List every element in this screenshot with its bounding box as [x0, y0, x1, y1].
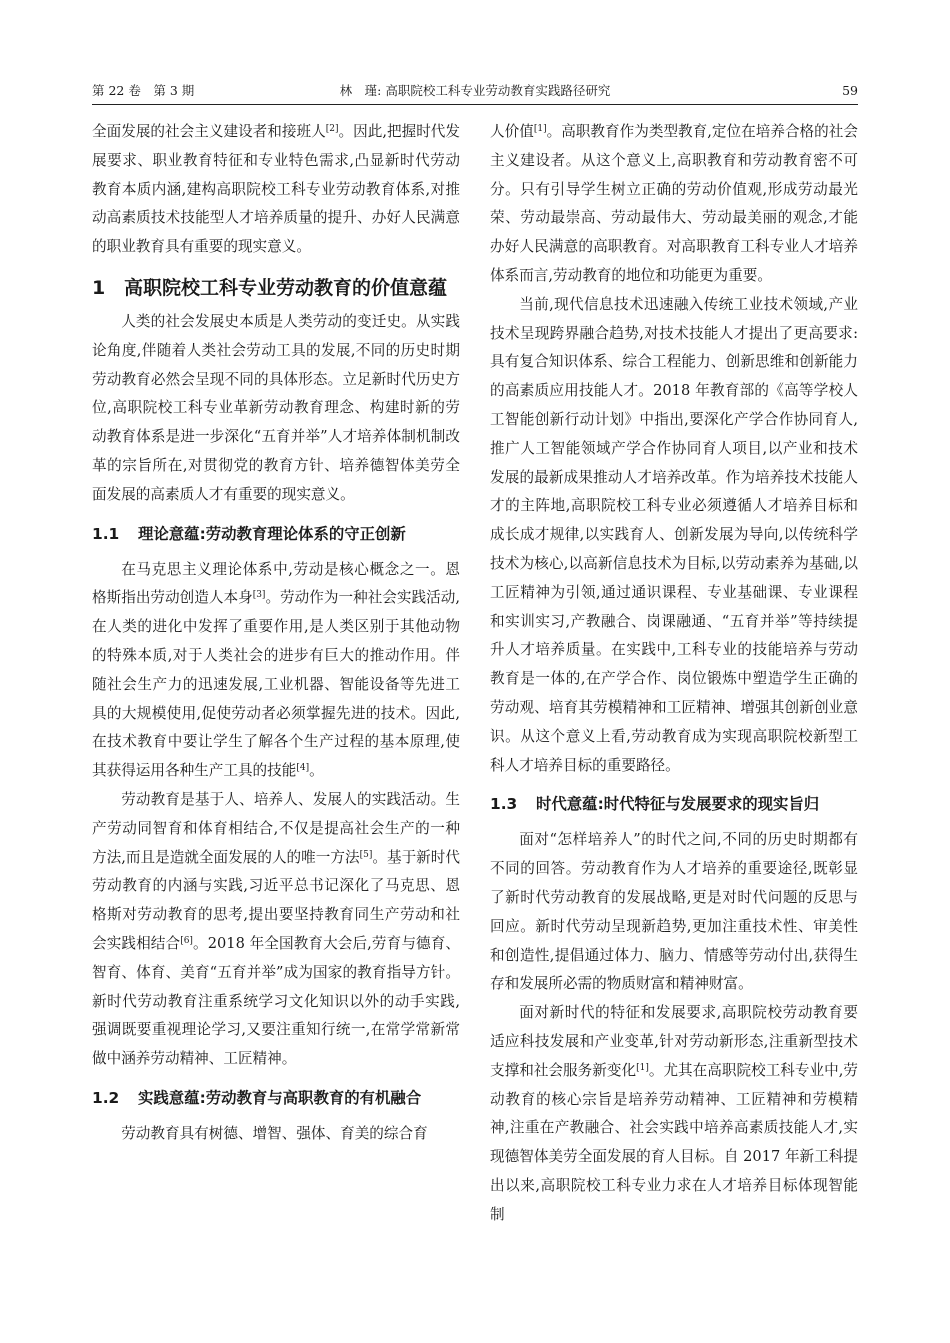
paragraph: 当前,现代信息技术迅速融入传统工业技术领域,产业技术呈现跨界融合趋势,对技术技能人才提出了更高要求:具有复合知识体系、综合工程能力、创新思维和创新能力的高素质应用技能人才。2018 年教育部的《高等学校人工智能创新行动计划》中指出,要深化产学合作协同育人,推广人工智能领域产学合作协同育人项目,以产业和技术发展的最新成果推动人才培养改革。作为培养技术技能人才的主阵地,高职院校工科专业必须遵循人才培养目标和成长成才规律,以实践育人、创新发展为导向,以传统科学技术为核心,以高新信息技术为目标,以劳动素养为基础,以工匠精神为引领,通过通识课程、专业基础课、专业课程和实训实习,产教融合、岗课融通、“五育并举”等持续提升人才培养质量。在实践中,工科专业的技能培养与劳动教育是一体的,在产学合作、岗位锻炼中塑造学生正确的劳动观、培育其劳模精神和工匠精神、增强其创新创业意识。从这个意义上看,劳动教育成为实现高职院校新型工科人才培养目标的重要路径。: [490, 295, 858, 774]
paragraph: 劳动教育是基于人、培养人、发展人的实践活动。生产劳动同智育和体育相结合,不仅是提高社会生产的一种方法,而且是造就全面发展的人的唯一方法[5]。基于新时代劳动教育的内涵与实践,习近平总书记深化了马克思、恩格斯对劳动教育的思考,提出要坚持教育同生产劳动和社会实践相结合[6]。2018 年全国教育大会后,劳育与德育、智育、体育、美育“五育并举”成为国家的教育指导方针。新时代劳动教育注重系统学习文化知识以外的动手实践,强调既要重视理论学习,又要注重知行统一,在常学常新常做中涵养劳动精神、工匠精神。: [92, 790, 460, 1068]
header-rule: [92, 104, 858, 105]
paragraph: 人类的社会发展史本质是人类劳动的变迁史。从实践论角度,伴随着人类社会劳动工具的发展,不同的历史时期劳动教育必然会呈现不同的具体形态。立足新时代历史方位,高职院校工科专业革新劳动教育理念、构建时新的劳动教育体系是进一步深化“五育并举”人才培养体制机制改革的宗旨所在,对贯彻党的教育方针、培养德智体美劳全面发展的高素质人才有重要的现实意义。: [92, 312, 460, 503]
right-column: [490, 118, 858, 1229]
subsection-heading-1-1: 1.1 理论意蕴:劳动教育理论体系的守正创新: [92, 524, 406, 543]
running-title: 林 瑾: 高职院校工科专业劳动教育实践路径研究: [339, 83, 611, 98]
citation[interactable]: [5]: [359, 849, 373, 860]
running-header: [92, 80, 858, 102]
citation[interactable]: [2]: [325, 124, 339, 134]
citation[interactable]: [1]: [636, 1062, 649, 1073]
paragraph: 全面发展的社会主义建设者和接班人[2]。因此,把握时代发展要求、职业教育特征和专业特色需求,凸显新时代劳动教育本质内涵,建构高职院校工科专业劳动教育体系,对推动高素质技术技能型人才培养质量的提升、办好人民满意的职业教育具有重要的现实意义。: [92, 123, 460, 256]
paragraph: 人价值[1]。高职教育作为类型教育,定位在培养合格的社会主义建设者。从这个意义上,高职教育和劳动教育密不可分。只有引导学生树立正确的劳动价值观,形成劳动最光荣、劳动最崇高、劳动最伟大、劳动最美丽的观念,才能办好人民满意的高职教育。对高职教育工科专业人才培养体系而言,劳动教育的地位和功能更为重要。: [490, 123, 858, 284]
page-number: 59: [842, 83, 858, 98]
paragraph: 在马克思主义理论体系中,劳动是核心概念之一。恩格斯指出劳动创造人本身[3]。劳动作为一种社会实践活动,在人类的进化中发挥了重要作用,是人类区别于其他动物的特殊本质,对于人类社会的进步有巨大的推动作用。伴随社会生产力的迅速发展,工业机器、智能设备等先进工具的大规模使用,促使劳动者必须掌握先进的技术。因此,在技术教育中要让学生了解各个生产过程的基本原理,使其获得运用各种生产工具的技能[4]。: [92, 560, 460, 780]
citation[interactable]: [6]: [180, 935, 193, 946]
paragraph: 面对“怎样培养人”的时代之问,不同的历史时期都有不同的回答。劳动教育作为人才培养的重要途径,既彰显了新时代劳动教育的发展战略,更是对时代问题的反思与回应。新时代劳动呈现新趋势,更加注重技术性、审美性和创造性,提倡通过体力、脑力、情感等劳动付出,获得生存和发展所必需的物质财富和精神财富。: [490, 831, 858, 993]
volume-issue: 第 22 卷 第 3 期: [92, 83, 195, 98]
subsection-heading-1-2: 1.2 实践意蕴:劳动教育与高职教育的有机融合: [92, 1088, 422, 1107]
left-column: [92, 118, 460, 1149]
citation[interactable]: [1]: [533, 124, 547, 134]
subsection-heading-1-3: 1.3 时代意蕴:时代特征与发展要求的现实旨归: [490, 795, 820, 814]
paragraph: 劳动教育具有树德、增智、强体、育美的综合育: [121, 1124, 428, 1142]
citation[interactable]: [3]: [252, 590, 266, 601]
paragraph: 面对新时代的特征和发展要求,高职院校劳动教育要适应科技发展和产业变革,针对劳动新形态,注重新型技术支撑和社会服务新变化[1]。尤其在高职院校工科专业中,劳动教育的核心宗旨是培养劳动精神、工匠精神和劳模精神,注重在产教融合、社会实践中培养高素质技能人才,实现德智体美劳全面发展的育人目标。自 2017 年新工科提出以来,高职院校工科专业力求在人才培养目标体现智能制: [490, 1004, 858, 1223]
citation[interactable]: [4]: [296, 763, 310, 774]
section-heading-1: 1 高职院校工科专业劳动教育的价值意蕴: [92, 276, 448, 299]
